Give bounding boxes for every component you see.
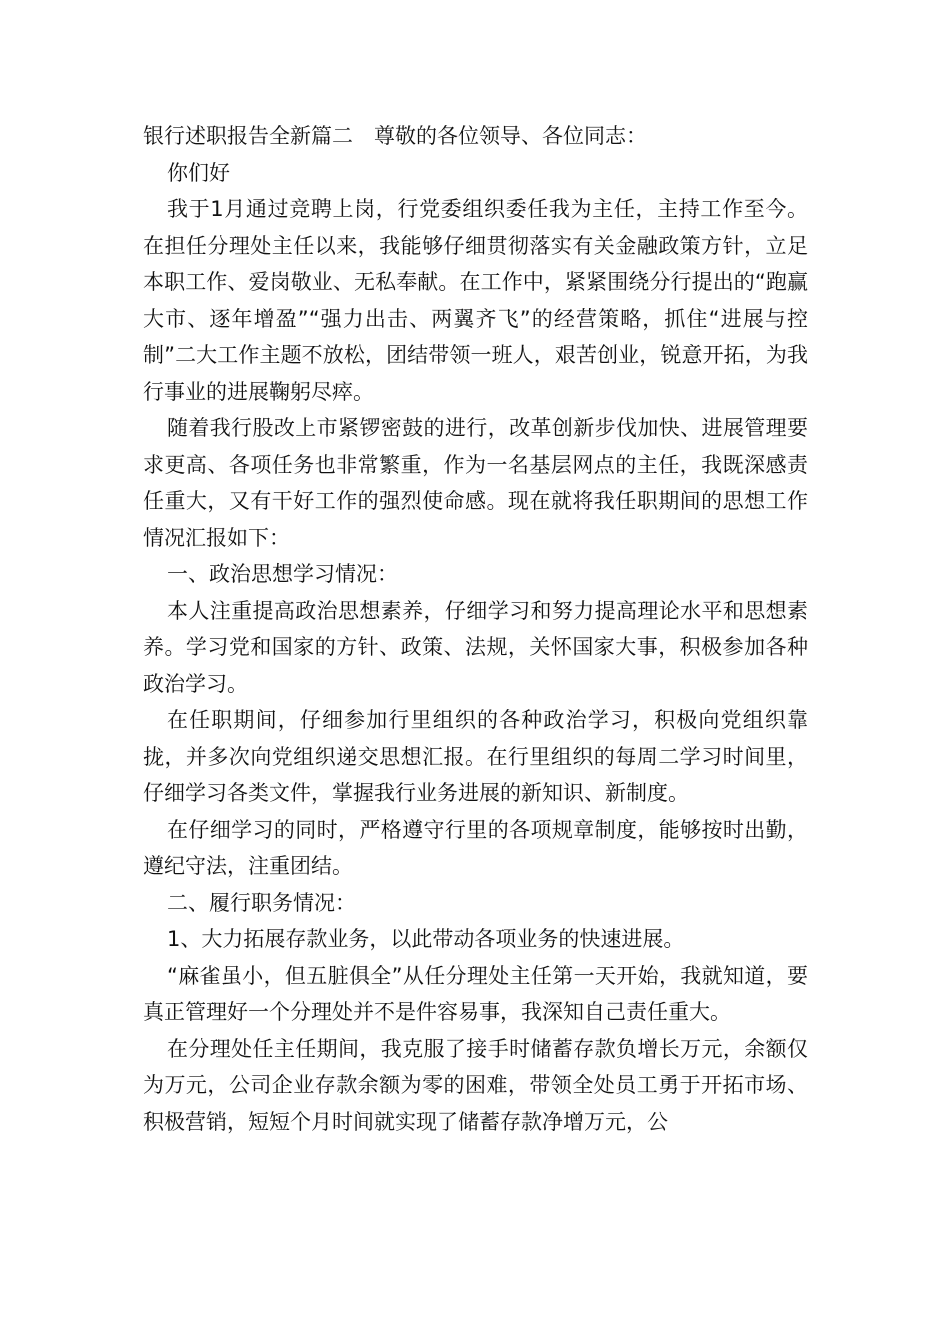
paragraph-study-detail: 在任职期间，仔细参加行里组织的各种政治学习，积极向党组织靠拢，并多次向党组织递交思想汇报。在行里组织的每周二学习时间里，仔细学习各类文件，掌握我行业务进展的新知识、新制度。: [143, 708, 808, 805]
paragraph-proverb: “麻雀虽小，但五脏俱全”从任分理处主任第一天开始，我就知道，要真正管理好一个分理处并不是件容易事，我深知自己责任重大。: [143, 963, 808, 1024]
sub-heading-1: 1、大力拓展存款业务，以此带动各项业务的快速进展。: [167, 927, 685, 951]
paragraph-context: 随着我行股改上市紧锣密鼓的进行，改革创新步伐加快、进展管理要求更高、各项任务也非常繁重，作为一名基层网点的主任，我既深感责任重大，又有干好工作的强烈使命感。现在就将我任职期间的思想工作情况汇报如下：: [143, 416, 808, 550]
section-heading-1: 一、政治思想学习情况：: [167, 562, 398, 586]
paragraph-discipline: 在仔细学习的同时，严格遵守行里的各项规章制度，能够按时出勤，遵纪守法，注重团结。: [143, 817, 808, 878]
section-heading-2: 二、履行职务情况：: [167, 890, 356, 915]
paragraph-study: 本人注重提高政治思想素养，仔细学习和努力提高理论水平和思想素养。学习党和国家的方针、政策、法规，关怀国家大事，积极参加各种政治学习。: [143, 598, 808, 696]
document-title-line: 银行述职报告全新篇二 尊敬的各位领导、各位同志：: [143, 124, 647, 148]
greeting: 你们好: [167, 160, 230, 185]
document-body: [143, 118, 808, 1140]
paragraph-achievement: 在分理处任主任期间，我克服了接手时储蓄存款负增长万元，余额仅为万元，公司企业存款余额为零的困难，带领全处员工勇于开拓市场、积极营销，短短个月时间就实现了储蓄存款净增万元，公: [143, 1036, 808, 1134]
paragraph-intro: 我于1月通过竞聘上岗，行党委组织委任我为主任，主持工作至今。在担任分理处主任以来，我能够仔细贯彻落实有关金融政策方针，立足本职工作、爱岗敬业、无私奉献。在工作中，紧紧围绕分行提出的“跑赢大市、逐年增盈”“强力出击、两翼齐飞”的经营策略，抓住“进展与控制”二大工作主题不放松，团结带领一班人，艰苦创业，锐意开拓，为我行事业的进展鞠躬尽瘁。: [143, 197, 808, 404]
